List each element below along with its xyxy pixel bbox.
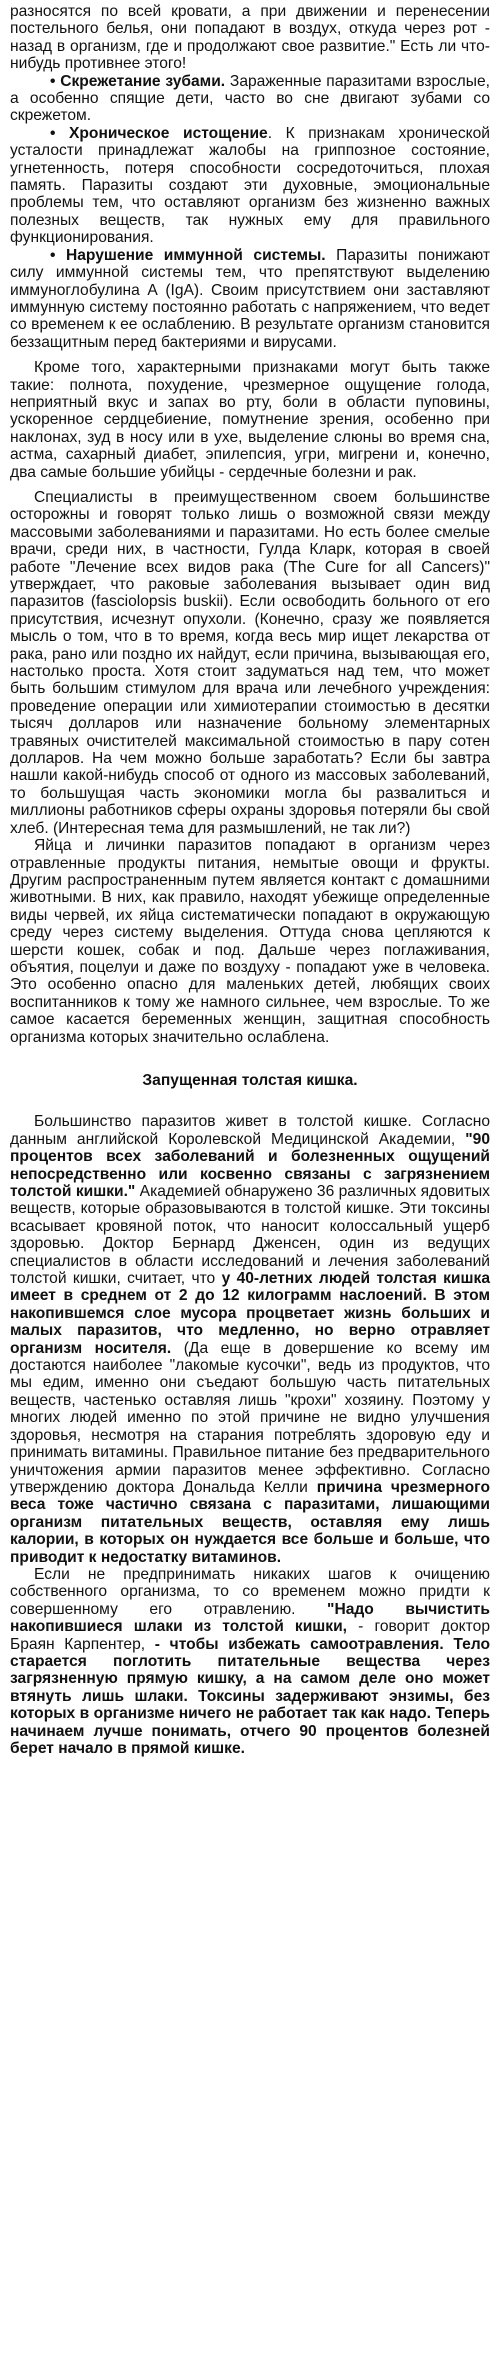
bullet-title: Хроническое истощение — [69, 124, 268, 142]
paragraph-symptoms: Кроме того, характерными признаками могут быть также такие: полнота, похудение, чрезмерное ощущение голода, неприятный вкус и запах во рту, боли в области пуповины, ускоренное сердцебиение, помутнение зрения, особенно при наклонах, зуд в носу или в ухе, выделение слюны во время сна, астма, сахарный диабет, эпилепсия, угри, мигрени и, конечно, два самые большие убийцы - сердечные болезни и рак. — [10, 359, 490, 481]
bullet-dot: • — [50, 72, 61, 90]
paragraph-eggs-larvae: Яйца и личинки паразитов попадают в организм через отравленные продукты питания, немытые овощи и фрукты. Другим распространенным путем является контакт с домашними животными. В них, как правило, находят убежище определенные виды червей, их яйца систематически попадают в окружающую среду через систему выделения. Оттуда снова цепляются к шерсти кошек, собак и под. Дальше через поглаживания, объятия, поцелуи и даже по воздуху - попадают уже в человека. Это особенно опасно для маленьких детей, любящих своих воспитанников к тому же намного сильнее, чем взрослые. То же самое касается беременных женщин, защитная способность организма которых значительно ослаблена. — [10, 837, 490, 1046]
bullet-text: Паразиты понижают силу иммунной системы тем, что препятствуют выделению иммуноглобулина А (IgA). Своим присутствием они заставляют иммунную систему постоянно работать с напряжением, что ведет со временем к ее ослаблению. В результате организм становится беззащитным перед бактериями и вирусами. — [10, 246, 491, 351]
paragraph-intro: разносятся по всей кровати, а при движении и перенесении постельного белья, они попадают в воздух, откуда через рот - назад в организм, где и продолжают свое развитие." Есть ли что-нибудь противнее этого! — [10, 3, 490, 73]
bullet-chronic-exhaustion — [10, 125, 490, 247]
bold-quote: - чтобы избежать самоотравления. Тело старается поглотить питательные вещества через загрязненную прямую кишку, а на самом деле оно может втянуть лишь шлаки. Токсины задерживают энзимы, без которых в организме ничего не работает так как надо. Теперь начинаем лучше понимать, отчего 90 процентов болезней берет начало в прямой кишке. — [10, 1635, 490, 1757]
bullet-dot: • — [50, 124, 69, 142]
bullet-title: Скрежетание зубами. — [60, 72, 226, 90]
bold-statement: у 40-летних людей толстая кишка имеет в среднем от 2 до 12 килограмм наслоений. В этом накопившемся слое мусора процветает жизнь больших и малых паразитов, что медленно, но верно отравляет организм носителя. — [10, 1270, 490, 1357]
bullet-title: Нарушение иммунной системы. — [66, 246, 326, 264]
paragraph-colon — [10, 1113, 490, 1566]
bold-quote: "90 процентов всех заболеваний и болезненных ощущений непосредственно или косвенно связаны с загрязнением толстой кишки." — [10, 1130, 490, 1200]
text-run: Академией обнаружено 36 различных ядовитых веществ, которые образовываются в толстой кишке. Эти токсины всасывает кровяной поток, что наносит колоссальный ущерб здоровью. Доктор Бернард Дженсен, один из ведущих специалистов в области исследований и лечения заболеваний толстой кишки, считает, что — [10, 1183, 490, 1288]
bullet-text: . К признакам хронической усталости принадлежат жалобы на гриппозное состояние, угнетенность, потеря способности сосредоточиться, плохая память. Паразиты создают эти духовные, эмоциональные проблемы тем, что оставляют организм без жизненно важных полезных веществ, так нужных ему для правильного функционирования. — [10, 124, 490, 247]
text-run: Если не предпринимать никаких шагов к очищению собственного организма, то со временем можно придти к совершенному его отравлению. — [10, 1565, 490, 1618]
bullet-immune-disorder — [10, 247, 490, 351]
text-run: (Да еще в довершение ко всему им достаются наиболее "лакомые кусочки", ведь из продуктов, что мы едим, именно они съедают большую часть питательных веществ, частенько оставляя лишь "крохи" хозяину. Поэтому у многих людей именно по этой причине не видно улучшения здоровья, несмотря на старания потреблять здоровую еду и принимать витамины. Правильное питание без предварительного уничтожения армии паразитов менее эффективно. Согласно утверждению доктора Дональда Келли — [10, 1339, 490, 1496]
bullet-teeth-grinding — [10, 73, 490, 125]
bold-quote: "Надо вычистить накопившиеся шлаки из толстой кишки, — [10, 1600, 490, 1636]
bullet-text: Зараженные паразитами взрослые, а особенно спящие дети, часто во сне двигают зубами со скрежетом. — [10, 72, 490, 125]
paragraph-cleansing — [10, 1566, 490, 1757]
bold-statement: причина чрезмерного веса тоже частично связана с паразитами, лишающими организм питательных веществ, оставляя ему лишь калории, в которых он нуждается все больше и больше, что приводит к недостатку витаминов. — [10, 1478, 491, 1566]
text-run: Большинство паразитов живет в толстой кишке. Согласно данным английской Королевской Медицинской Академии, — [10, 1113, 490, 1148]
paragraph-specialists: Специалисты в преимущественном своем большинстве осторожны и говорят только лишь о возможной связи между массовыми заболеваниями и паразитами. Но есть более смелые врачи, среди них, в частности, Гулда Кларк, которая в своей работе "Лечение всех видов рака (The Cure for all Cancers)" утверждает, что раковые заболевания вызывает один вид паразитов (fasciolopsis buskii). Если освободить больного от его присутствия, исчезнут опухоли. (Конечно, сразу же появляется мысль о том, что в то время, когда весь мир ищет лекарства от рака, рано или поздно их найдут, если причина, вызывающая его, настолько проста. Хотя стоит задуматься над тем, что может быть большим стимулом для врача или лечебного учреждения: проведение операции или химиотерапии стоимостью в десятки тысяч долларов или назначение больному элементарных травяных очистителей максимальной стоимостью в пару сотен долларов. На чем можно больше заработать? Если бы завтра нашли какой-нибудь способ от одного из массовых заболеваний, то большущая часть экономики могла бы развалиться и миллионы работников сферы охраны здоровья потеряли бы свой хлеб. (Интересная тема для размышлений, не так ли?) — [10, 488, 490, 837]
section-heading: Запущенная толстая кишка. — [142, 1071, 358, 1089]
bullet-dot: • — [50, 246, 66, 264]
text-run: - говорит доктор Браян Карпентер, — [10, 1618, 490, 1653]
